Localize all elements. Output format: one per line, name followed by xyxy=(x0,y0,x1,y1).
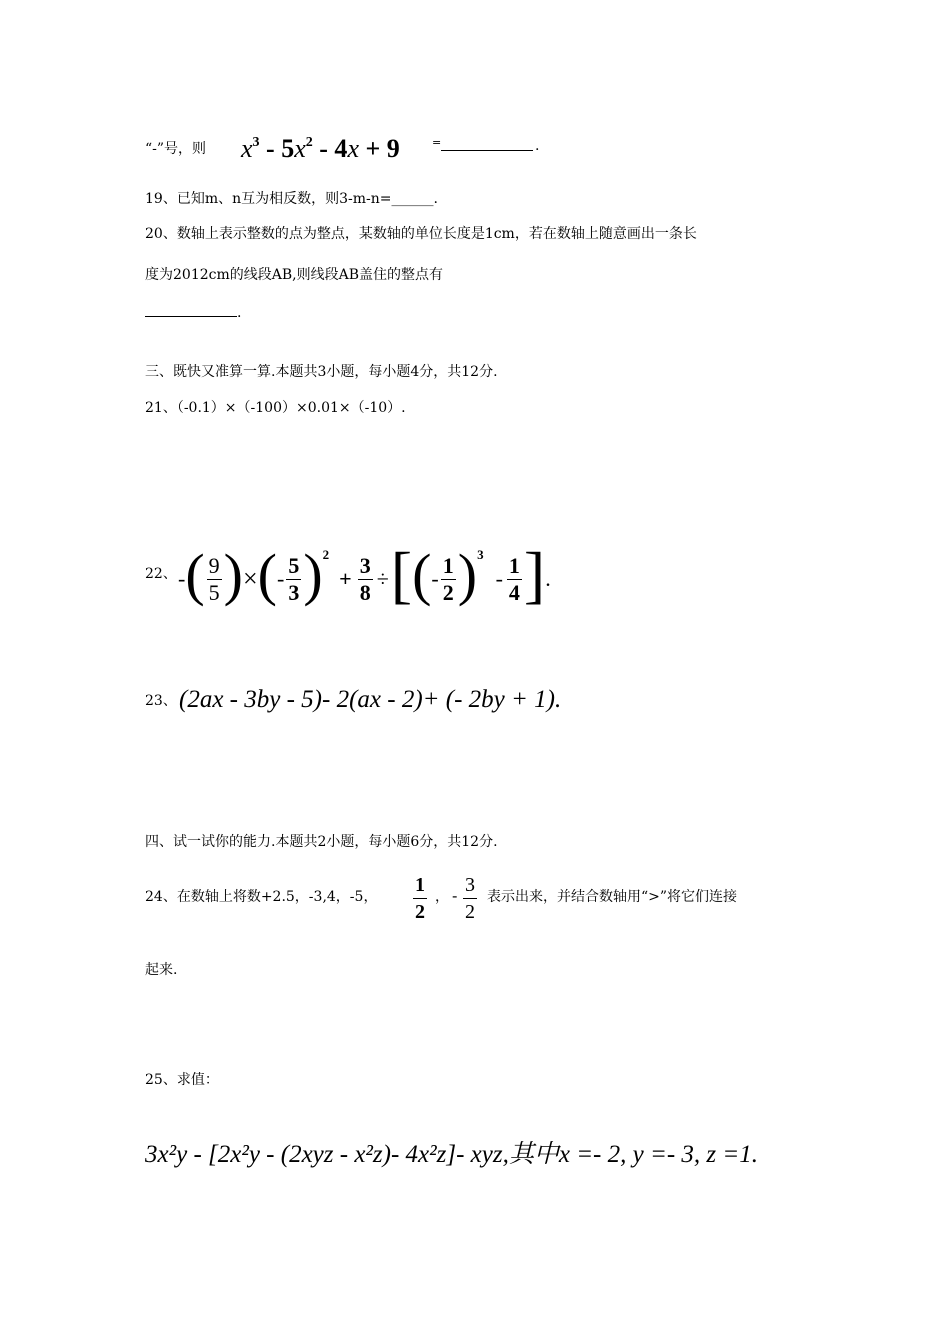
q22-right-paren-1: ) xyxy=(223,542,243,607)
q22-minus: - xyxy=(495,566,503,591)
q18-continuation xyxy=(145,134,845,174)
q22-f2-den: 3 xyxy=(288,579,300,605)
section-4-heading: 四、试一试你的能力.本题共2小题，每小题6分，共12分. xyxy=(145,834,498,850)
q18-expression xyxy=(241,134,400,164)
q22-fraction-3-8 xyxy=(358,553,373,606)
q23-line xyxy=(145,682,665,722)
q18-prefix: “-”号，则 xyxy=(145,141,207,157)
q22-f3-num: 3 xyxy=(359,552,371,578)
q22-power-3: 3 xyxy=(477,547,484,562)
q19-blank[interactable]: ______ xyxy=(391,191,434,207)
q22-left-bracket: [ xyxy=(390,539,413,610)
q22-fraction-5-3 xyxy=(286,553,301,606)
q20-end: . xyxy=(237,305,242,321)
section-3-heading: 三、既快又准算一算.本题共3小题，每小题4分，共12分. xyxy=(145,364,498,380)
q22-power-2: 2 xyxy=(322,547,330,562)
q24-line2: 起来. xyxy=(145,962,178,978)
q22-f5-den: 4 xyxy=(508,579,520,605)
q22-line xyxy=(145,540,645,620)
q22-f5-num: 1 xyxy=(508,552,520,578)
q22-neg-sign: - xyxy=(178,566,186,591)
q24-f2-num: 3 xyxy=(465,874,475,896)
q18-var-x3: x xyxy=(347,134,359,163)
q22-right-paren-2: ) xyxy=(303,542,323,607)
q22-times: × xyxy=(242,564,258,593)
q22-f4-num: 1 xyxy=(442,552,454,578)
q18-var-x2: x xyxy=(294,134,306,163)
q18-answer-blank[interactable] xyxy=(441,150,533,151)
q22-end: . xyxy=(545,566,551,591)
q19-text: 19、已知m、n互为相反数，则3-m-n= xyxy=(145,191,392,207)
q18-equals: = xyxy=(432,136,442,149)
q22-plus: + xyxy=(339,566,352,591)
q25-label: 25、求值： xyxy=(145,1072,219,1088)
q25-expression: 3x²y - [2x²y - (2xyz - x²z)- 4x²z]- xyz,其中x =- 2, y =- 3, z =1. xyxy=(145,1141,759,1168)
q18-exp-3: 3 xyxy=(252,135,260,150)
q22-expression xyxy=(178,540,551,618)
q22-left-paren-1: ( xyxy=(185,542,205,607)
q24-comma: ， xyxy=(435,889,449,905)
q20-answer-blank[interactable] xyxy=(145,304,237,317)
q22-f3-den: 8 xyxy=(359,579,371,605)
q18-var-x1: x xyxy=(241,134,253,163)
q20-line1: 20、数轴上表示整数的点为整点，某数轴的单位长度是1cm，若在数轴上随意画出一条长 xyxy=(145,226,697,242)
q24-fraction-3-2 xyxy=(463,872,477,925)
q24-line xyxy=(145,872,825,936)
q22-f2-num: 5 xyxy=(288,552,300,578)
q18-term-a: - 5 xyxy=(259,134,295,163)
q24-fraction-1-2 xyxy=(413,872,427,925)
q22-f1-num: 9 xyxy=(208,552,220,578)
q19-end: . xyxy=(433,191,438,207)
q20-line3 xyxy=(145,304,241,322)
q19-line xyxy=(145,190,438,208)
q20-line2: 度为2012cm的线段AB,则线段AB盖住的整点有 xyxy=(145,267,443,283)
q24-f1-den: 2 xyxy=(413,898,427,925)
q22-right-bracket: ] xyxy=(523,539,546,610)
q22-label: 22、 xyxy=(145,566,177,582)
q24-text-a: 24、在数轴上将数+2.5，-3,4，-5， xyxy=(145,889,378,905)
q23-label: 23、 xyxy=(145,693,177,709)
q18-exp-2: 2 xyxy=(305,135,313,150)
q21-line: 21、（-0.1）×（-100）×0.01×（-10）. xyxy=(145,400,406,416)
q24-text-b: 表示出来，并结合数轴用“>”将它们连接 xyxy=(487,889,738,905)
q22-divide: ÷ xyxy=(376,566,389,591)
q18-end: . xyxy=(535,138,540,154)
q24-f2-den: 2 xyxy=(463,898,477,925)
q22-left-paren-2: ( xyxy=(257,542,277,607)
q22-fraction-1-4 xyxy=(507,553,522,606)
q22-fraction-9-5 xyxy=(207,553,222,606)
q22-f1-den: 5 xyxy=(208,579,220,605)
q22-neg-sign-3: - xyxy=(431,566,439,591)
q22-neg-sign-2: - xyxy=(276,566,285,591)
q22-right-paren-3: ) xyxy=(457,542,478,607)
q24-f1-num: 1 xyxy=(415,874,425,896)
q24-neg-sign: - xyxy=(452,886,458,905)
q22-left-paren-3: ( xyxy=(412,542,432,607)
q23-expression: (2ax - 3by - 5)- 2(ax - 2)+ (- 2by + 1). xyxy=(179,686,562,713)
q22-fraction-1-2 xyxy=(441,553,456,606)
q18-term-b: - 4 xyxy=(312,134,348,163)
q18-term-c: + 9 xyxy=(358,134,400,163)
q22-f4-den: 2 xyxy=(442,579,454,605)
